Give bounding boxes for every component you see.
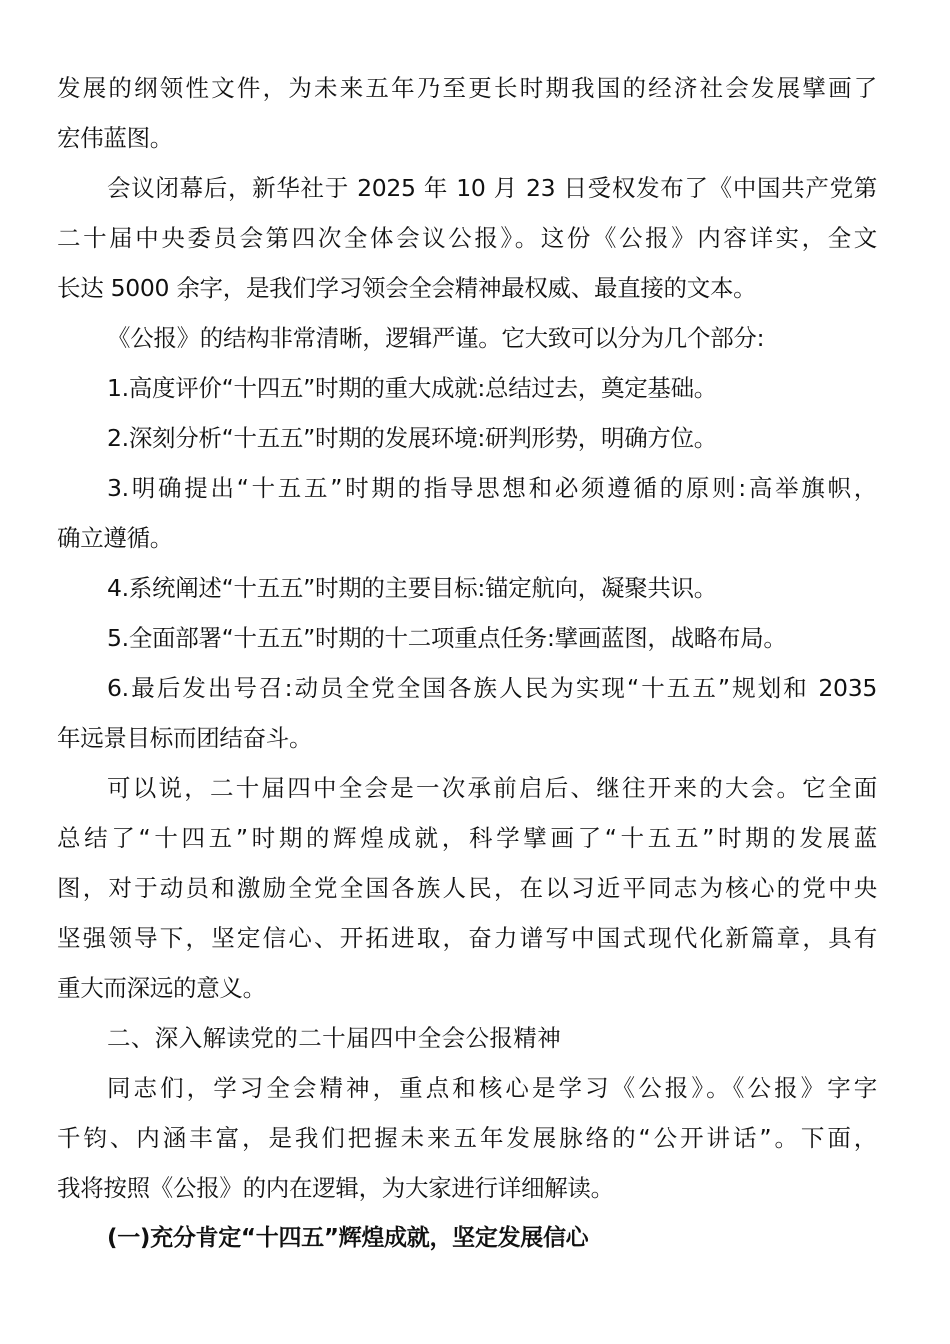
text-line: 宏伟蓝图。	[57, 124, 173, 152]
paragraph-section-intro	[57, 1063, 877, 1213]
section-heading	[57, 1013, 877, 1063]
list-item-1	[57, 363, 877, 413]
text-line: 2.深刻分析“十五五”时期的发展环境:研判形势，明确方位。	[107, 424, 717, 452]
list-item-3	[57, 463, 877, 563]
text-line: 可以说，二十届四中全会是一次承前启后、继往开来的大会。它全面	[107, 774, 877, 802]
text-line: 发展的纲领性文件，为未来五年乃至更长时期我国的经济社会发展擘画了	[57, 74, 877, 102]
paragraph-summary	[57, 763, 877, 1013]
paragraph-intro-continuation	[57, 63, 877, 163]
subsection-heading	[57, 1213, 877, 1263]
text-line: 5.全面部署“十五五”时期的十二项重点任务:擘画蓝图，战略布局。	[107, 624, 787, 652]
paragraph-communique-release	[57, 163, 877, 313]
text-line: 会议闭幕后，新华社于 2025 年 10 月 23 日受权发布了《中国共产党第	[107, 174, 877, 202]
text-line: 我将按照《公报》的内在逻辑，为大家进行详细解读。	[57, 1174, 614, 1202]
text-line: 坚强领导下，坚定信心、开拓进取，奋力谱写中国式现代化新篇章，具有	[57, 924, 877, 952]
list-item-6	[57, 663, 877, 763]
text-line: 6.最后发出号召:动员全党全国各族人民为实现“十五五”规划和 2035	[107, 674, 877, 702]
section-heading-text: 二、深入解读党的二十届四中全会公报精神	[107, 1024, 562, 1052]
list-item-5	[57, 613, 877, 663]
text-line: 长达 5000 余字，是我们学习领会全会精神最权威、最直接的文本。	[57, 274, 757, 302]
document-page	[57, 63, 877, 1263]
text-line: 总结了“十四五”时期的辉煌成就，科学擘画了“十五五”时期的发展蓝	[57, 824, 877, 852]
text-line: 1.高度评价“十四五”时期的重大成就:总结过去，奠定基础。	[107, 374, 717, 402]
text-line: 《公报》的结构非常清晰，逻辑严谨。它大致可以分为几个部分:	[107, 324, 765, 352]
text-line: 图，对于动员和激励全党全国各族人民，在以习近平同志为核心的党中央	[57, 874, 877, 902]
paragraph-structure	[57, 313, 877, 363]
subsection-heading-text: (一)充分肯定“十四五”辉煌成就，坚定发展信心	[107, 1225, 589, 1251]
text-line: 千钧、内涵丰富，是我们把握未来五年发展脉络的“公开讲话”。下面，	[57, 1124, 877, 1152]
text-line: 确立遵循。	[57, 524, 173, 552]
list-item-2	[57, 413, 877, 463]
text-line: 重大而深远的意义。	[57, 974, 266, 1002]
text-line: 3.明确提出“十五五”时期的指导思想和必须遵循的原则:高举旗帜，	[107, 474, 877, 502]
text-line: 年远景目标而团结奋斗。	[57, 724, 313, 752]
text-line: 同志们，学习全会精神，重点和核心是学习《公报》。《公报》字字	[107, 1074, 877, 1102]
list-item-4	[57, 563, 877, 613]
text-line: 二十届中央委员会第四次全体会议公报》。这份《公报》内容详实，全文	[57, 224, 877, 252]
text-line: 4.系统阐述“十五五”时期的主要目标:锚定航向，凝聚共识。	[107, 574, 717, 602]
